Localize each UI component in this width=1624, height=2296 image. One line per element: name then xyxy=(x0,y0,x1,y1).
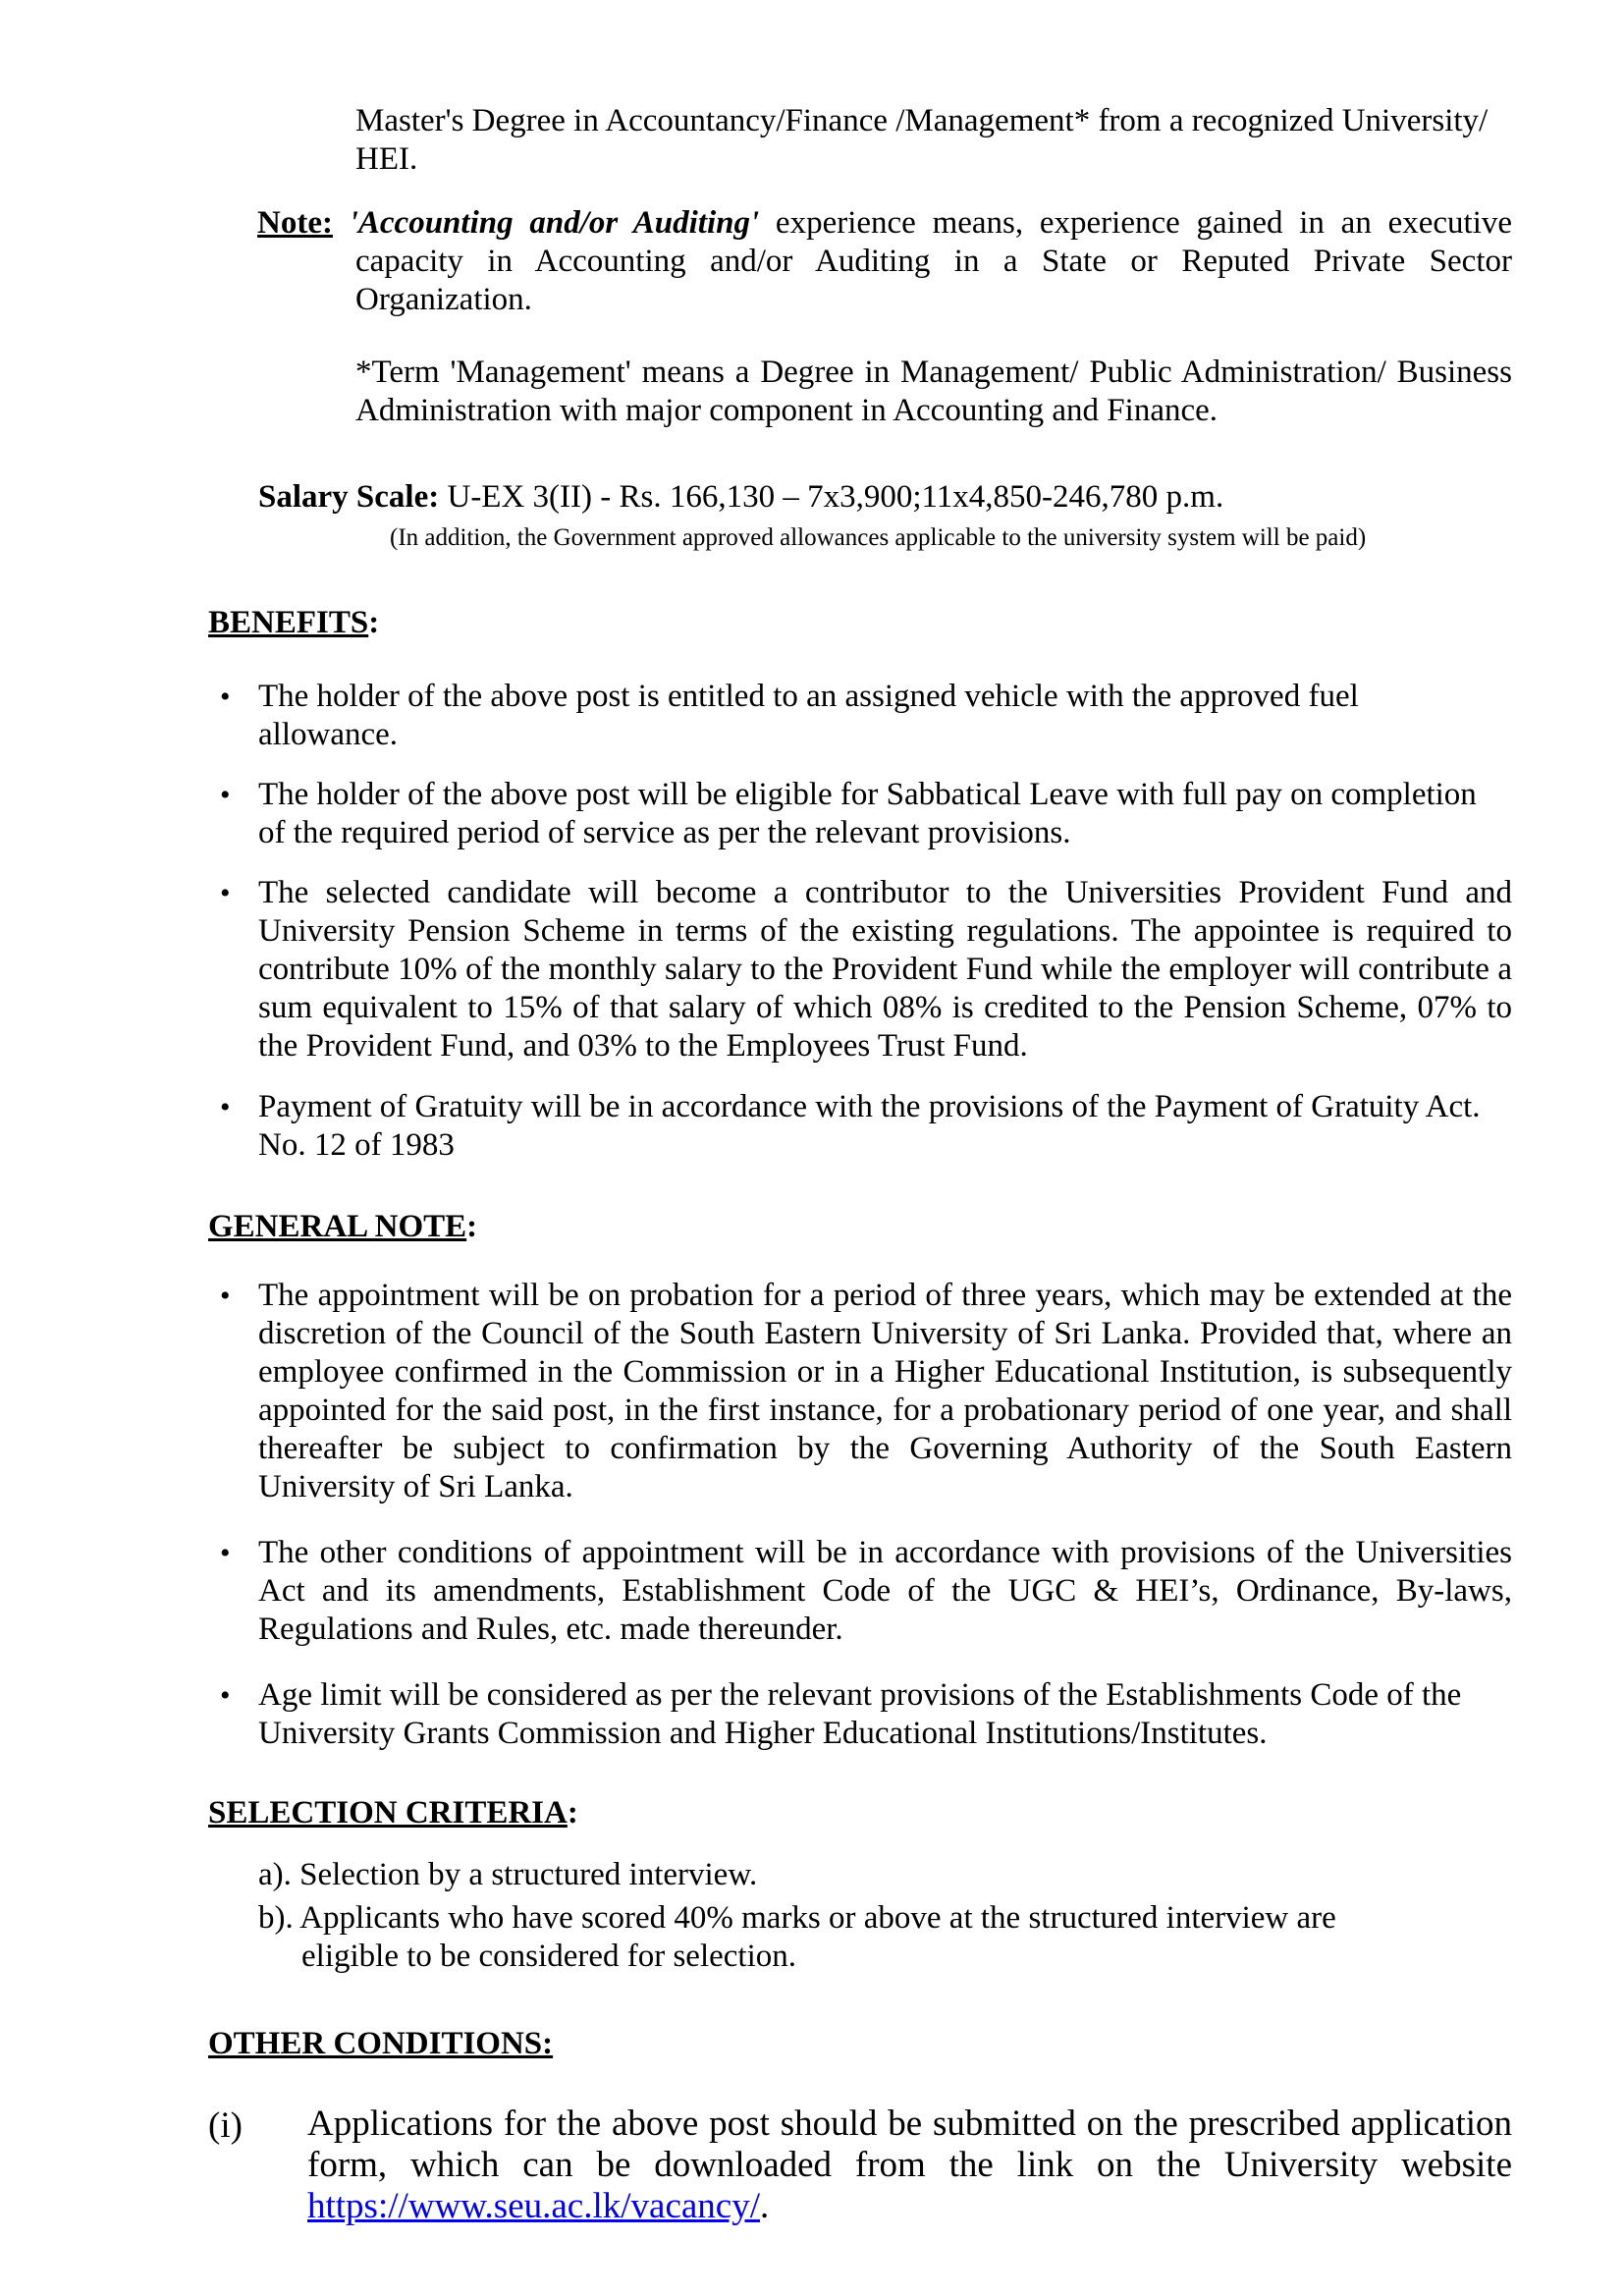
other-conditions-heading xyxy=(208,2025,553,2063)
other-item-label-text: (i) xyxy=(208,2105,243,2146)
selection-item-b xyxy=(258,1899,1512,1938)
benefit-item-text: The selected candidate will become a contributor to the Universities Provident Fund and University Pension Scheme in terms of the existing regulations. The appointee is required to contribute 10% of the monthly salary to the Provident Fund while the employer will contribute a sum equivalent to 15% of that salary of which 08% is credited to the Pension Scheme, 07% to the Provident Fund, and 03% to the Employees Trust Fund. xyxy=(258,875,1512,1064)
bullet-icon: • xyxy=(220,681,231,713)
other-item-label xyxy=(208,2105,243,2147)
salary-value: U-EX 3(II) - Rs. 166,130 – 7x3,900;11x4,850-246,780 p.m. xyxy=(447,479,1224,515)
bullet-icon: • xyxy=(220,779,231,811)
benefit-item-text: The holder of the above post will be eligible for Sabbatical Leave with full pay on completion of the required period of service as per the relevant provisions. xyxy=(258,777,1477,850)
benefit-item-text: The holder of the above post is entitled to an assigned vehicle with the approved fuel allowance. xyxy=(258,679,1359,752)
general-note-item xyxy=(258,1534,1512,1649)
bullet-icon: • xyxy=(220,1537,231,1569)
note-paragraph xyxy=(257,204,1513,319)
bullet-icon: • xyxy=(220,1280,231,1312)
selection-item-a-text: a). Selection by a structured interview. xyxy=(258,1857,758,1892)
bullet-icon: • xyxy=(220,877,231,909)
management-note xyxy=(355,354,1512,430)
qualification-text xyxy=(355,102,1512,179)
selection-item-b-text: b). Applicants who have scored 40% marks or above at the structured interview are xyxy=(258,1900,1336,1936)
benefit-item xyxy=(258,1088,1512,1165)
benefit-item xyxy=(258,678,1495,754)
allowance-note-text: (In addition, the Government approved allowances applicable to the university system will be paid) xyxy=(390,524,1367,551)
general-note-heading-text: GENERAL NOTE xyxy=(208,1209,467,1244)
qualification-line: Master's Degree in Accountancy/Finance /Management* from a recognized University/ HEI. xyxy=(355,103,1489,177)
selection-item-b-cont xyxy=(301,1938,1480,1976)
note-term: 'Accounting and/or Auditing' xyxy=(349,205,760,241)
bullet-icon: • xyxy=(220,1679,231,1712)
benefit-item xyxy=(258,776,1505,852)
benefit-item xyxy=(258,874,1512,1066)
salary-allowance-note xyxy=(390,523,1548,553)
note-label: Note: xyxy=(257,205,333,241)
salary-label: Salary Scale: xyxy=(258,479,440,515)
other-item xyxy=(307,2104,1512,2227)
general-note-heading xyxy=(208,1208,477,1246)
general-note-item xyxy=(258,1277,1512,1506)
other-item-text: Applications for the above post should be submitted on the prescribed application form, which can be downloaded from the link on the University website xyxy=(307,2104,1512,2185)
general-note-heading-colon: : xyxy=(466,1209,478,1244)
general-note-item-text: The other conditions of appointment will be in accordance with provisions of the Universities Act and its amendments, Establishment Code of the UGC & HEI’s, Ordinance, By-laws, Regulations and Rules, etc. made thereunder. xyxy=(258,1535,1512,1647)
benefits-heading-colon: : xyxy=(368,605,380,640)
selection-item-b-cont-text: eligible to be considered for selection. xyxy=(301,1939,796,1974)
bullet-icon: • xyxy=(220,1091,231,1123)
note-text: experience means, experience gained in an executive capacity in Accounting and/or Auditing in a State or Reputed Private Sector Organization. xyxy=(355,205,1513,317)
selection-heading-text: SELECTION CRITERIA xyxy=(208,1795,568,1831)
salary-line xyxy=(258,478,1535,517)
vacancy-link[interactable]: https://www.seu.ac.lk/vacancy/ xyxy=(307,2186,761,2226)
selection-heading xyxy=(208,1794,578,1832)
benefits-heading xyxy=(208,604,379,642)
other-conditions-heading-text: OTHER CONDITIONS: xyxy=(208,2026,554,2061)
management-note-text: *Term 'Management' means a Degree in Management/ Public Administration/ Business Administration with major component in Accounting and Finance. xyxy=(355,355,1512,428)
link-tail: . xyxy=(760,2186,770,2226)
selection-heading-colon: : xyxy=(567,1795,578,1831)
general-note-item-text: The appointment will be on probation for a period of three years, which may be extended at the discretion of the Council of the South Eastern University of Sri Lanka. Provided that, where an employee confirmed in the Commission or in a Higher Educational Institution, is subsequently appointed for the said post, in the first instance, for a probationary period of one year, and shall thereafter be subject to confirmation by the Governing Authority of the South Eastern University of Sri Lanka. xyxy=(258,1278,1512,1504)
general-note-item xyxy=(258,1676,1512,1753)
benefits-heading-text: BENEFITS xyxy=(208,605,369,640)
benefit-item-text: Payment of Gratuity will be in accordance with the provisions of the Payment of Gratuity Act. No. 12 of 1983 xyxy=(258,1089,1481,1163)
selection-item-a xyxy=(258,1856,1512,1894)
general-note-item-text: Age limit will be considered as per the relevant provisions of the Establishments Code of the University Grants Commission and Higher Educational Institutions/Institutes. xyxy=(258,1677,1462,1751)
